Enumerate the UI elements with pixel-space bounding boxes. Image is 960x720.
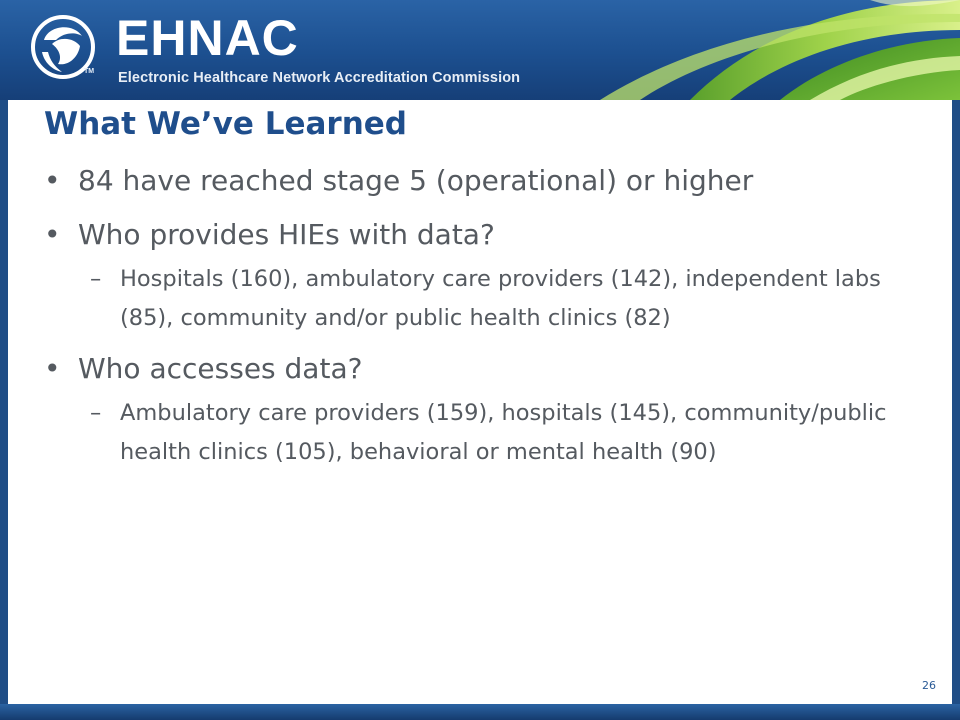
trademark-symbol: TM [84, 68, 95, 75]
sub-bullet-item: – Hospitals (160), ambulatory care providers (142), independent labs (85), community and/or public health clinics (82) [44, 260, 900, 338]
sub-bullet-item: – Ambulatory care providers (159), hospitals (145), community/public health clinics (105), behavioral or mental health (90) [44, 394, 900, 472]
bullet-item: • 84 have reached stage 5 (operational) or higher [44, 162, 924, 200]
bullet-list [44, 160, 924, 472]
page-number: 26 [922, 679, 936, 692]
slide-title: What We’ve Learned [44, 106, 407, 142]
brand-subtitle: Electronic Healthcare Network Accreditation Commission [118, 70, 521, 86]
bullet-item: • Who provides HIEs with data? [44, 216, 924, 254]
bullet-item: • Who accesses data? [44, 350, 924, 388]
footer-bar [0, 704, 960, 720]
green-swoosh-graphic [540, 0, 960, 100]
slide-content [8, 100, 952, 704]
header-banner [0, 0, 960, 100]
brand-name: EHNAC [116, 10, 299, 66]
